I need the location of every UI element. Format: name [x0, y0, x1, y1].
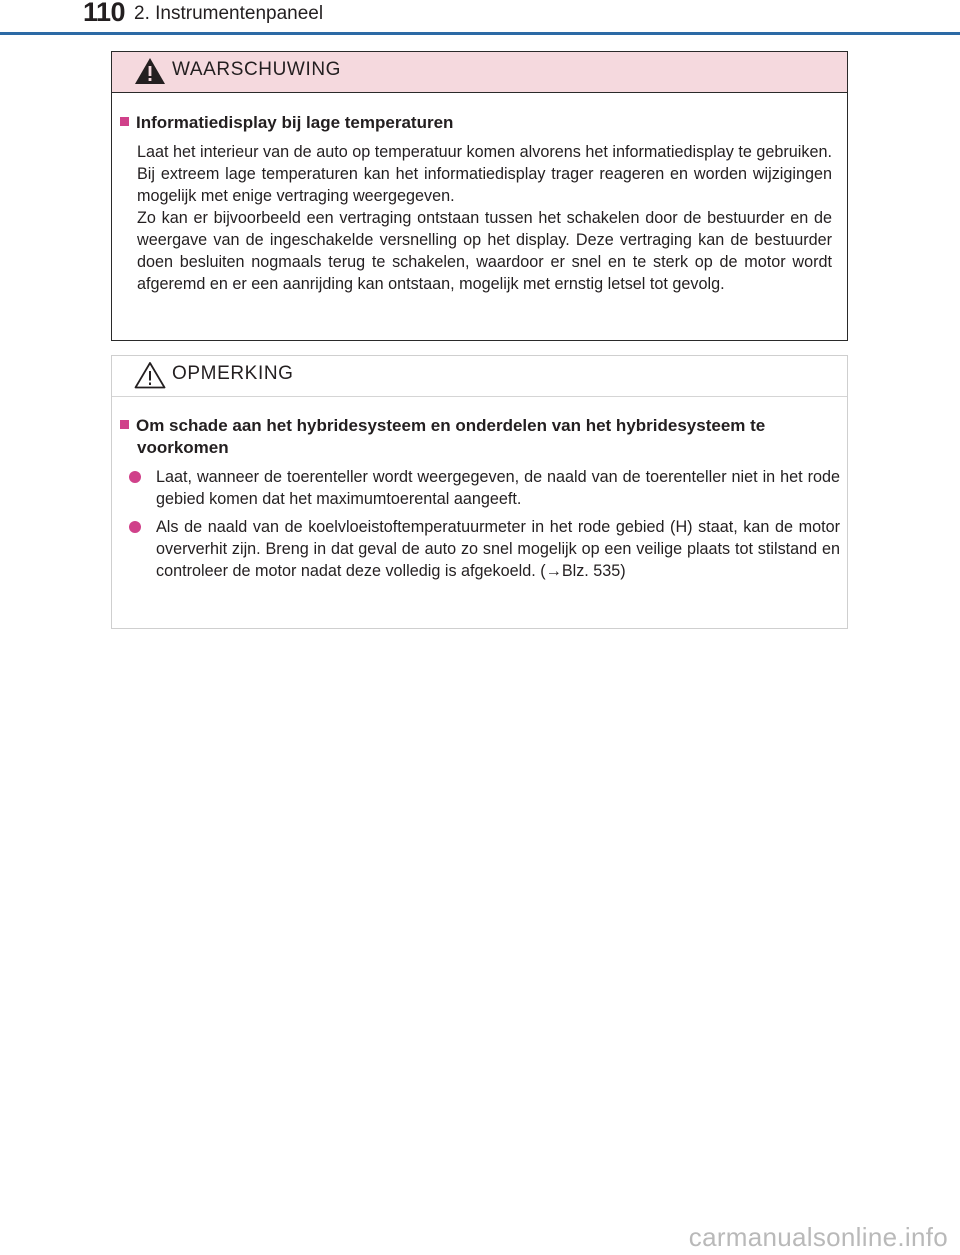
warning-title: WAARSCHUWING — [172, 59, 342, 80]
notice-item-title-line-2: voorkomen — [137, 438, 229, 457]
warning-body — [137, 141, 832, 295]
warning-item-title-text: Informatiedisplay bij lage temperaturen — [136, 113, 454, 132]
round-bullet-icon — [129, 521, 141, 533]
caution-outline-icon — [134, 361, 166, 389]
header-rule — [0, 32, 960, 35]
warning-paragraph-2: Zo kan er bijvoorbeeld een vertraging ontstaan tussen het schakelen door de bestuurder en de weergave van de ingeschakelde versnelling op het display. Deze vertraging kan de bestuurder doen besluiten nogmaals terug te schakelen, waardoor er snel en te sterk op de motor wordt afgeremd en er een aanrijding kan ontstaan, mogelijk met ernstig letsel tot gevolg. — [137, 209, 832, 293]
notice-title: OPMERKING — [172, 363, 294, 384]
notice-bullet-text: Als de naald van de koelvloeistoftemperatuurmeter in het rode gebied (H) staat, kan de motor oververhit zijn. Breng in dat geval de auto zo snel mogelijk op een veilige plaats tot stilstand en controleer de motor nadat deze volledig is afgekoeld. (→Blz. 535) — [156, 518, 840, 580]
notice-box — [111, 355, 848, 629]
page-header — [0, 0, 960, 36]
warning-box — [111, 51, 848, 341]
warning-triangle-icon — [134, 57, 166, 85]
notice-header — [112, 356, 847, 397]
notice-bullet — [129, 516, 840, 582]
warning-item-title — [120, 112, 453, 134]
notice-bullet — [129, 466, 840, 510]
square-bullet-icon — [120, 420, 129, 429]
watermark: carmanualsonline.info — [688, 1222, 948, 1252]
notice-bullet-text: Laat, wanneer de toerenteller wordt weergegeven, de naald van de toerenteller niet in het rode gebied komen dat het maximumtoerental aangeeft. — [156, 468, 840, 508]
warning-header — [112, 52, 847, 93]
section-title: 2. Instrumentenpaneel — [134, 3, 324, 24]
round-bullet-icon — [129, 471, 141, 483]
square-bullet-icon — [120, 117, 129, 126]
notice-item-title-line-1: Om schade aan het hybridesysteem en onderdelen van het hybridesysteem te — [136, 416, 766, 435]
warning-paragraph-1: Laat het interieur van de auto op temperatuur komen alvorens het informatiedisplay te gebruiken. Bij extreem lage temperaturen kan het informatiedisplay trager reageren en worden wijzigingen mogelijk met enige vertraging weergegeven. — [137, 143, 832, 205]
notice-item-title — [120, 415, 820, 459]
page-number: 110 — [83, 0, 126, 27]
